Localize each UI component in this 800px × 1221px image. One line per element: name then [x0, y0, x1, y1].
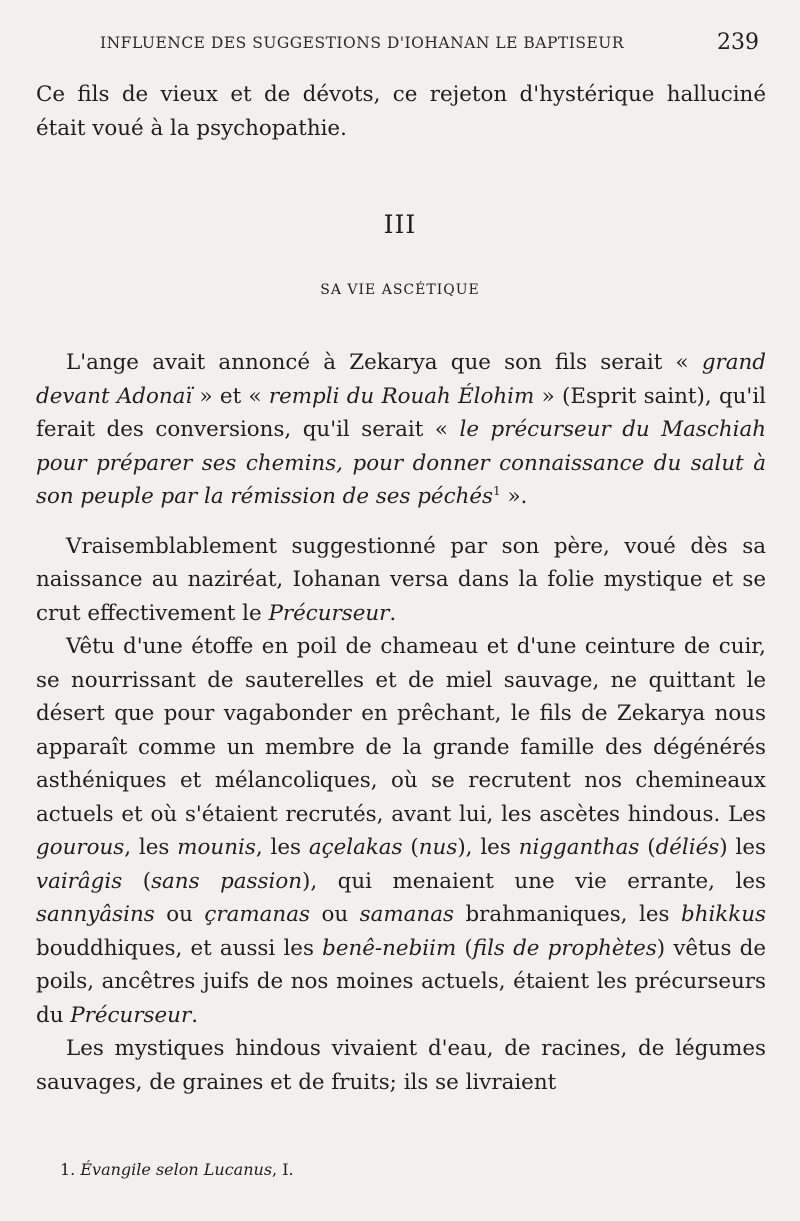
running-head: INFLUENCE DES SUGGESTIONS D'IOHANAN LE BAPTISEUR: [100, 34, 625, 52]
paragraph-4: Vêtu d'une étoffe en poil de chameau et d'une ceinture de cuir, se nourrissant de sauterelles et de miel sauvage, ne quittant le désert que pour vagabonder en prêchant, le fils de Zekarya nous apparaît comme un membre de la grande famille des dégénérés asthéniques et mélancoliques, où se recrutent nos chemineaux actuels et où s'étaient recrutés, avant lui, les ascètes hindous. Les gourous, les mounis, les açelakas (nus), les nigganthas (déliés) les vairâgis (sans passion), qui menaient une vie errante, les sannyâsins ou çramanas ou samanas brahmaniques, les bhikkus bouddhiques, et aussi les benê-nebiim (fils de prophètes) vêtus de poils, ancêtres juifs de nos moines actuels, étaient les précurseurs du Précurseur.: [36, 634, 766, 1028]
footnote-ref: 1: [493, 483, 501, 498]
paragraph-5: Les mystiques hindous vivaient d'eau, de racines, de légumes sauvages, de graines et de fruits; ils se livraient: [36, 1036, 766, 1095]
section-title: SA VIE ASCÉTIQUE: [320, 282, 480, 298]
page-number: 239: [717, 30, 759, 55]
footnote: 1. Évangile selon Lucanus, I.: [60, 1160, 294, 1179]
paragraph-2: L'ange avait annoncé à Zekarya que son fils serait « grand devant Adonaï » et « rempli du Rouah Élohim » (Esprit saint), qu'il ferait des conversions, qu'il serait « le précurseur du Maschiah pour préparer ses chemins, pour donner connaissance du salut à son peuple par la rémission de ses péchés$^1$ ».: [36, 350, 766, 509]
paragraph-1-block: [36, 78, 766, 145]
main-text-block: [36, 346, 766, 1099]
section-number: III: [383, 210, 417, 239]
paragraph-3: Vraisemblablement suggestionné par son père, voué dès sa naissance au naziréat, Iohanan versa dans la folie mystique et se crut effectivement le Précurseur.: [36, 533, 766, 626]
paragraph-1: Ce fils de vieux et de dévots, ce rejeton d'hystérique halluciné était voué à la psychopathie.: [36, 82, 766, 141]
